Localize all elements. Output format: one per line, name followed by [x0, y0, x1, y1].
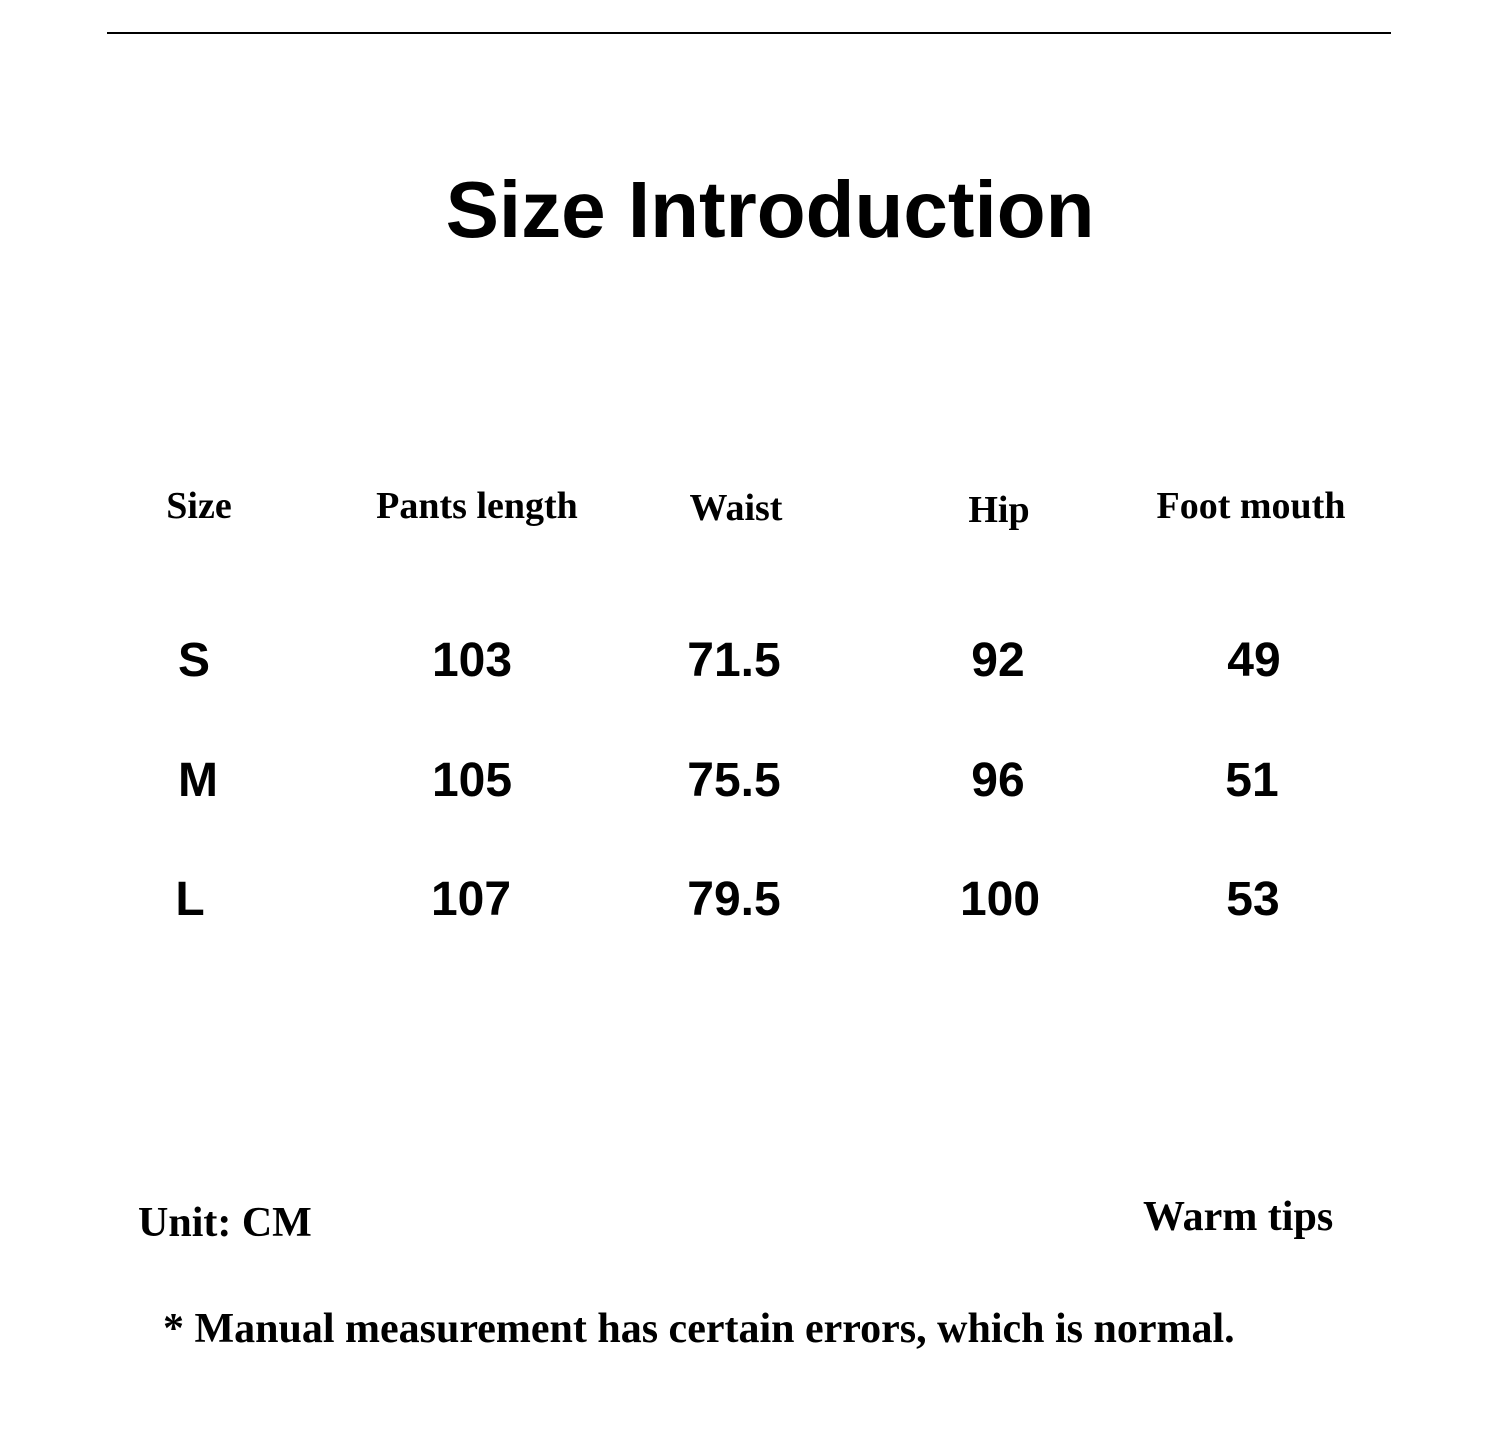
cell-hip: 100 [959, 873, 1041, 926]
cell-size: M [178, 754, 218, 807]
warm-tips-heading: Warm tips [1143, 1194, 1334, 1240]
cell-waist: 71.5 [687, 634, 781, 687]
cell-foot-mouth: 49 [1227, 634, 1281, 687]
header-foot-mouth: Foot mouth [1156, 485, 1346, 527]
header-hip: Hip [968, 489, 1030, 531]
cell-pants-length: 107 [430, 873, 512, 926]
cell-hip: 96 [971, 754, 1025, 807]
page-title: Size Introduction [445, 165, 1095, 254]
measurement-note: * Manual measurement has certain errors, which is normal. [163, 1306, 1235, 1352]
unit-label: Unit: CM [138, 1200, 312, 1246]
header-pants-length: Pants length [376, 485, 578, 527]
cell-hip: 92 [971, 634, 1025, 687]
cell-size: L [175, 873, 205, 926]
header-size: Size [166, 485, 232, 527]
header-waist: Waist [689, 487, 783, 529]
cell-waist: 79.5 [687, 873, 781, 926]
top-divider [107, 32, 1391, 34]
cell-size: S [177, 634, 211, 687]
cell-foot-mouth: 51 [1225, 754, 1279, 807]
cell-pants-length: 103 [431, 634, 513, 687]
cell-waist: 75.5 [687, 754, 781, 807]
cell-foot-mouth: 53 [1226, 873, 1280, 926]
cell-pants-length: 105 [431, 754, 513, 807]
